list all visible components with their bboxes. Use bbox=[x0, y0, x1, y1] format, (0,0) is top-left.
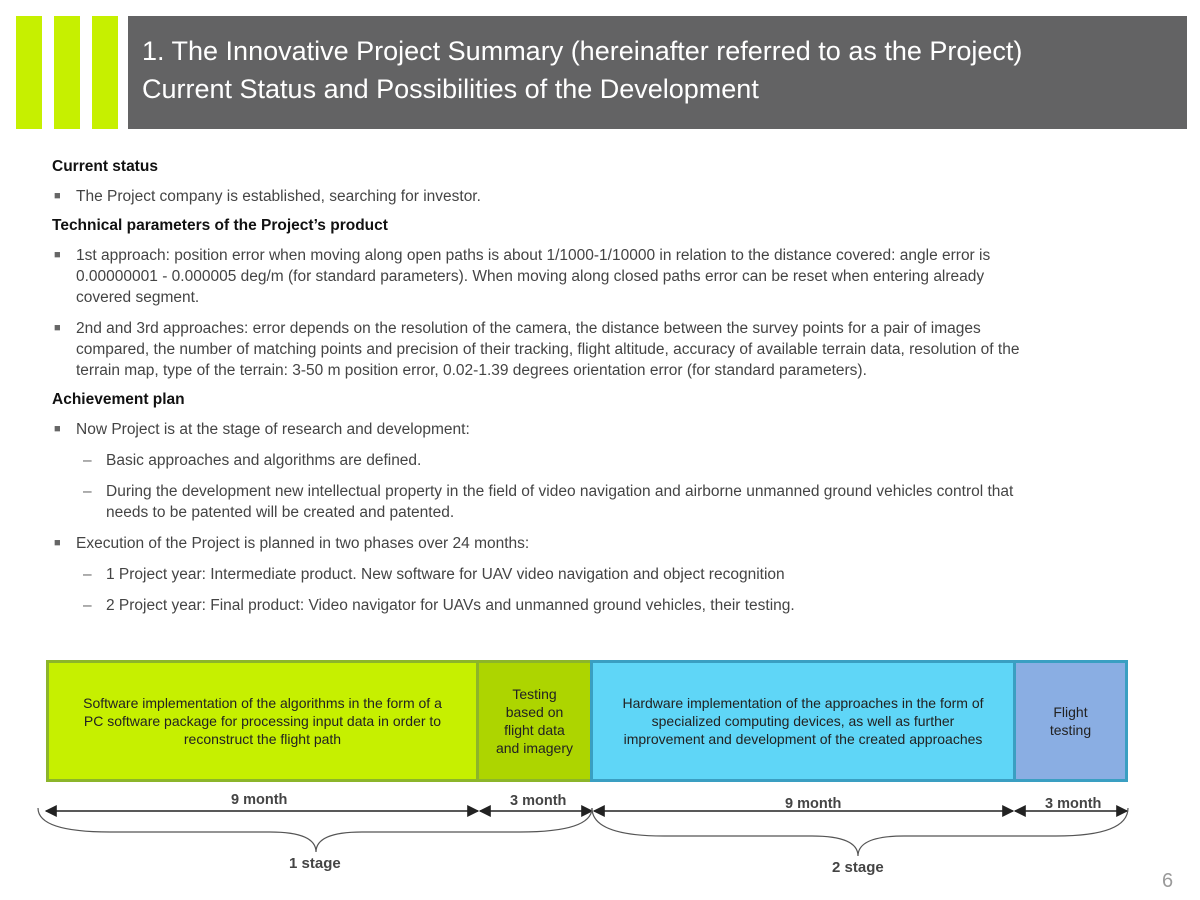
slide-content bbox=[52, 155, 1172, 616]
bullet-line: 1st approach: position error when moving along open paths is about 1/1000-1/10000 in relation to the distance covered: angle error is bbox=[76, 247, 991, 264]
bullet-line: terrain map, type of the terrain: 3-50 m position error, 0.02-1.39 degrees orientation error (for standard parameters). bbox=[76, 362, 867, 379]
heading-current-status: Current status bbox=[52, 158, 158, 175]
bullet-item bbox=[52, 419, 1172, 440]
title-line-1: 1. The Innovative Project Summary (hereinafter referred to as the Project) bbox=[142, 36, 1023, 66]
bullet-text: Execution of the Project is planned in two phases over 24 months: bbox=[76, 535, 530, 552]
box-line: and imagery bbox=[495, 740, 574, 756]
page-title bbox=[128, 16, 1187, 129]
accent-bar-1 bbox=[16, 16, 42, 129]
stage-1-brace bbox=[38, 808, 592, 852]
bullet-item bbox=[52, 245, 1172, 308]
timeline-box-software bbox=[46, 660, 479, 782]
bullet-text: Now Project is at the stage of research and development: bbox=[76, 421, 470, 438]
box-line: flight data bbox=[504, 722, 565, 738]
dash-marker-icon: – bbox=[83, 597, 92, 614]
timeline-box-hardware bbox=[590, 660, 1016, 782]
box-line: Hardware implementation of the approaches in the form of bbox=[622, 695, 984, 711]
dash-marker-icon: – bbox=[83, 566, 92, 583]
heading-technical-parameters: Technical parameters of the Project’s product bbox=[52, 217, 388, 234]
bullet-line: 2nd and 3rd approaches: error depends on the resolution of the camera, the distance between the survey points for a pair of images bbox=[76, 320, 981, 337]
box-line: specialized computing devices, as well as further bbox=[651, 713, 955, 729]
sub-bullet-text: 1 Project year: Intermediate product. New software for UAV video navigation and object recognition bbox=[106, 566, 785, 583]
stage-label-1: 1 stage bbox=[289, 855, 341, 872]
accent-bar-2 bbox=[54, 16, 80, 129]
stage-2-brace bbox=[592, 808, 1128, 856]
bullet-line: compared, the number of matching points and precision of their tracking, flight altitude, accuracy of available terrain data, resolution of the bbox=[76, 341, 1020, 358]
bullet-square-icon: ■ bbox=[54, 190, 61, 202]
bullet-square-icon: ■ bbox=[54, 249, 61, 261]
bullet-square-icon: ■ bbox=[54, 423, 61, 435]
bullet-square-icon: ■ bbox=[54, 322, 61, 334]
box-line: Software implementation of the algorithms in the form of a bbox=[83, 695, 442, 711]
box-line: testing bbox=[1049, 722, 1092, 738]
box-line: based on bbox=[505, 704, 564, 720]
sub-bullet-text: 2 Project year: Final product: Video navigator for UAVs and unmanned ground vehicles, their testing. bbox=[106, 597, 795, 614]
bullet-item bbox=[52, 533, 1172, 554]
duration-label-2: 3 month bbox=[510, 793, 567, 809]
box-line: Flight bbox=[1053, 704, 1088, 720]
bullet-item bbox=[52, 186, 1172, 207]
timeline-box-testing bbox=[476, 660, 593, 782]
bullet-square-icon: ■ bbox=[54, 537, 61, 549]
box-line: improvement and development of the created approaches bbox=[623, 731, 983, 747]
stage-label-2: 2 stage bbox=[832, 859, 884, 876]
duration-label-1: 9 month bbox=[231, 792, 288, 808]
sub-bullet-item bbox=[52, 564, 1172, 585]
sub-bullet-item bbox=[52, 450, 1172, 471]
sub-bullet-item bbox=[52, 481, 1172, 523]
page-number: 6 bbox=[1162, 870, 1174, 892]
sub-bullet-item bbox=[52, 595, 1172, 616]
sub-bullet-line: needs to be patented will be created and patented. bbox=[106, 504, 455, 521]
bullet-text: The Project company is established, searching for investor. bbox=[76, 188, 481, 205]
box-line: Testing bbox=[512, 686, 557, 702]
bullet-line: 0.00000001 - 0.000005 deg/m (for standard parameters). When moving along closed paths error can be reset when entering already bbox=[76, 268, 985, 285]
box-line: PC software package for processing input data in order to bbox=[83, 713, 442, 729]
duration-label-4: 3 month bbox=[1045, 796, 1102, 812]
stage-braces bbox=[38, 808, 1128, 856]
box-line: reconstruct the flight path bbox=[183, 731, 342, 747]
dash-marker-icon: – bbox=[83, 452, 92, 469]
timeline-box-flight-testing bbox=[1013, 660, 1128, 782]
sub-bullet-line: During the development new intellectual property in the field of video navigation and airborne unmanned ground vehicles control that bbox=[106, 483, 1014, 500]
sub-bullet-text: Basic approaches and algorithms are defined. bbox=[106, 452, 422, 469]
title-line-2: Current Status and Possibilities of the Development bbox=[142, 74, 759, 104]
bullet-item bbox=[52, 318, 1172, 381]
duration-label-3: 9 month bbox=[785, 796, 842, 812]
heading-achievement-plan: Achievement plan bbox=[52, 391, 185, 408]
bullet-line: covered segment. bbox=[76, 289, 200, 306]
dash-marker-icon: – bbox=[83, 483, 92, 500]
accent-bar-3 bbox=[92, 16, 118, 129]
